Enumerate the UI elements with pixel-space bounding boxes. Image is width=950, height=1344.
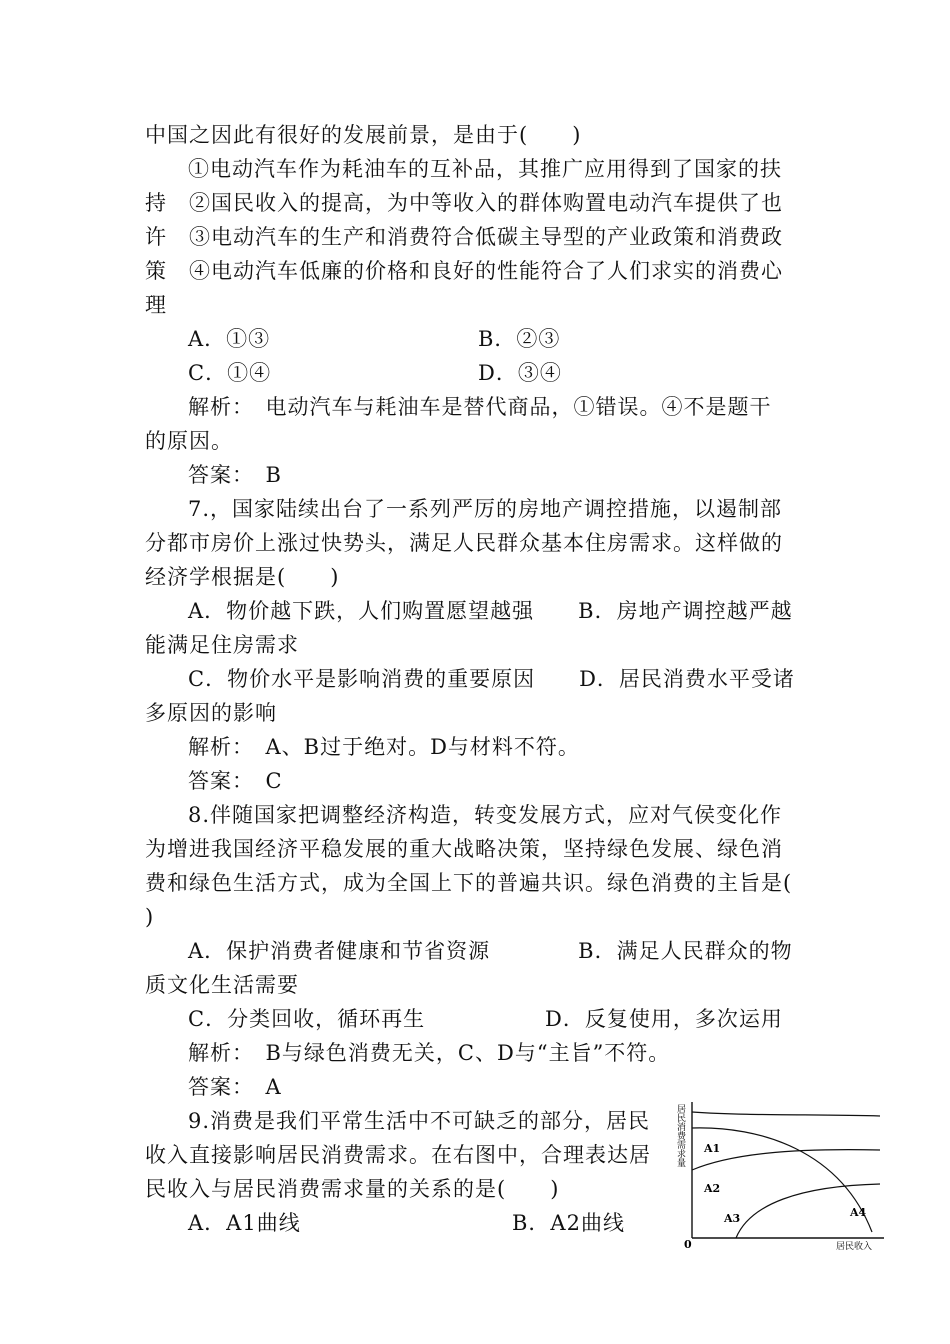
income-demand-graph xyxy=(670,1092,890,1260)
option-a: A．①③ xyxy=(188,327,271,351)
analysis-6-end: 的原因。 xyxy=(145,429,233,453)
question-7-stem-3: 经济学根据是( ) xyxy=(145,565,340,589)
question-8-stem-end: ) xyxy=(145,905,155,929)
analysis-6: 解析： 电动汽车与耗油车是替代商品，①错误。④不是题干 xyxy=(188,395,772,419)
curve-a3-label: A3 xyxy=(724,1212,741,1225)
answer-6: 答案： B xyxy=(188,463,282,487)
question-8-option-c: C．分类回收，循环再生 xyxy=(188,1007,426,1031)
question-6-stem-end: 中国之因此有很好的发展前景，是由于( ) xyxy=(145,123,582,147)
question-7-stem: 7.，国家陆续出台了一系列严厉的房地产调控措施，以遏制部 xyxy=(188,497,783,521)
question-7-options-cd-end: 多原因的影响 xyxy=(145,701,277,725)
option-c: C．①④ xyxy=(188,361,272,385)
curve-a2-label: A2 xyxy=(704,1182,721,1195)
question-8-stem: 8.伴随国家把调整经济构造，转变发展方式，应对气侯变化作 xyxy=(188,803,783,827)
statement-4-end: 理 xyxy=(145,293,167,317)
analysis-8: 解析： B与绿色消费无关，C、D与“主旨”不符。 xyxy=(188,1041,671,1065)
question-9-stem-3: 民收入与居民消费需求量的关系的是( ) xyxy=(145,1177,560,1201)
question-8-options-ab: A．保护消费者健康和节省资源 B．满足人民群众的物 xyxy=(188,939,793,963)
question-7-options-ab-end: 能满足住房需求 xyxy=(145,633,299,657)
question-9-option-b: B．A2曲线 xyxy=(512,1211,625,1235)
question-7-stem-2: 分都市房价上涨过快势头，满足人民群众基本住房需求。这样做的 xyxy=(145,531,783,555)
analysis-7: 解析： A、B过于绝对。D与材料不符。 xyxy=(188,735,580,759)
curve-a1 xyxy=(692,1112,880,1116)
income-demand-figure xyxy=(670,1092,890,1260)
option-d: D．③④ xyxy=(478,361,562,385)
answer-7: 答案： C xyxy=(188,769,283,793)
answer-8: 答案： A xyxy=(188,1075,282,1099)
question-9-stem-2: 收入直接影响居民消费需求。在右图中，合理表达居 xyxy=(145,1143,651,1167)
curve-a1-label: A1 xyxy=(704,1142,721,1155)
question-9-option-a: A．A1曲线 xyxy=(188,1211,301,1235)
origin-label: 0 xyxy=(684,1238,692,1251)
statement-1: ①电动汽车作为耗油车的互补品，其推广应用得到了国家的扶 xyxy=(188,157,782,181)
question-7-options-cd: C．物价水平是影响消费的重要原因 D．居民消费水平受诸 xyxy=(188,667,795,691)
statement-3: 许 ③电动汽车的生产和消费符合低碳主导型的产业政策和消费政 xyxy=(145,225,783,249)
question-9-stem: 9.消费是我们平常生活中不可缺乏的部分，居民 xyxy=(188,1109,651,1133)
question-8-stem-2: 为增进我国经济平稳发展的重大战略决策，坚持绿色发展、绿色消 xyxy=(145,837,783,861)
question-8-stem-3: 费和绿色生活方式，成为全国上下的普遍共识。绿色消费的主旨是( xyxy=(145,871,793,895)
statement-4: 策 ④电动汽车低廉的价格和良好的性能符合了人们求实的消费心 xyxy=(145,259,783,283)
y-axis-label: 居民消费需求量 xyxy=(675,1104,685,1167)
x-axis-label: 居民收入 xyxy=(836,1242,873,1252)
statement-2: 持 ②国民收入的提高，为中等收入的群体购置电动汽车提供了也 xyxy=(145,191,783,215)
question-8-option-d: D．反复使用，多次运用 xyxy=(545,1007,783,1031)
question-7-options-ab: A．物价越下跌，人们购置愿望越强 B．房地产调控越严越 xyxy=(188,599,793,623)
curve-a4-label: A4 xyxy=(850,1206,867,1219)
option-b: B．②③ xyxy=(478,327,561,351)
question-8-options-ab-end: 质文化生活需要 xyxy=(145,973,299,997)
